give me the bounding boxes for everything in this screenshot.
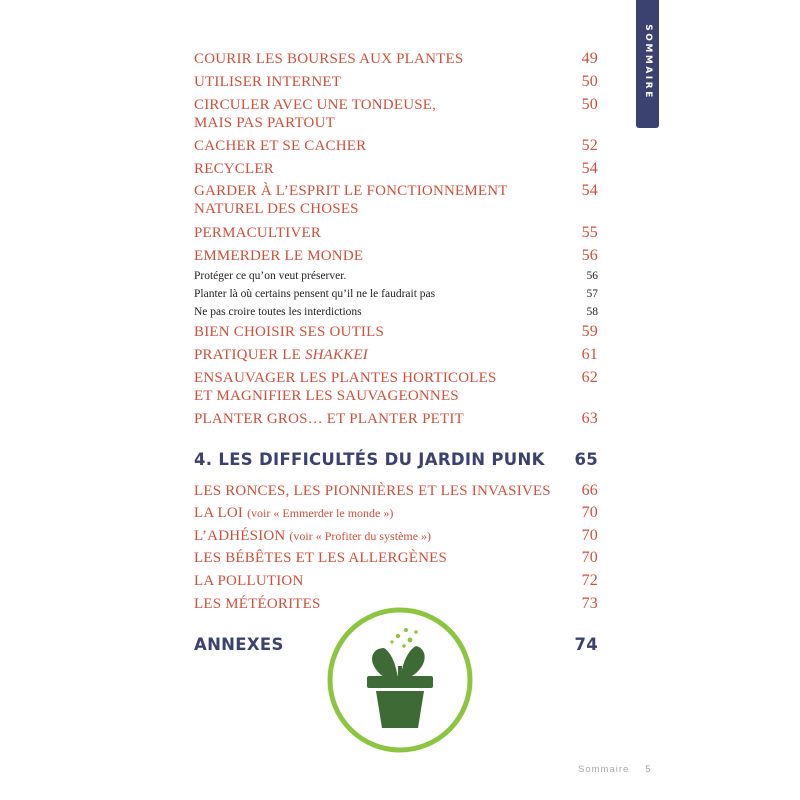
toc-entry-page: 62 bbox=[581, 369, 598, 386]
toc-entry bbox=[194, 73, 598, 91]
toc-entry-title: UTILISER INTERNET bbox=[194, 74, 342, 90]
toc-entry bbox=[194, 482, 598, 500]
footer-section: Sommaire bbox=[578, 764, 630, 775]
toc-entry-page: 66 bbox=[581, 482, 598, 499]
toc-entry bbox=[194, 323, 598, 341]
toc-entry-title: RECYCLER bbox=[194, 161, 274, 177]
toc-subentry-title: Planter là où certains pensent qu’il ne le faudrait pas bbox=[194, 288, 436, 300]
toc-entry bbox=[194, 549, 598, 567]
plant-pot-icon bbox=[326, 606, 474, 754]
toc-entry bbox=[194, 247, 598, 265]
toc-entry bbox=[194, 96, 598, 132]
toc-subentry-title: Ne pas croire toutes les interdictions bbox=[194, 306, 362, 318]
toc-entry-page: 70 bbox=[581, 549, 598, 566]
toc-entry-page: 70 bbox=[581, 504, 598, 521]
toc-entry bbox=[194, 572, 598, 590]
toc-entry-title: PLANTER GROS… ET PLANTER PETIT bbox=[194, 411, 464, 427]
toc-subentry-page: 57 bbox=[586, 288, 598, 300]
toc-entry-note: (voir « Emmerder le monde ») bbox=[247, 506, 394, 520]
toc-subentry bbox=[194, 305, 598, 320]
toc-entry-title-line: ET MAGNIFIER LES SAUVAGEONNES bbox=[194, 388, 459, 404]
toc-entry-title-italic: SHAKKEI bbox=[304, 347, 369, 363]
toc-entry-title: LES RONCES, LES PIONNIÈRES ET LES INVASIVES bbox=[194, 483, 551, 499]
toc-entry-title: LES BÉBÊTES ET LES ALLERGÈNES bbox=[194, 550, 448, 566]
toc-entry-title-line: ENSAUVAGER LES PLANTES HORTICOLES bbox=[194, 370, 497, 386]
toc-entry bbox=[194, 137, 598, 155]
toc-entry bbox=[194, 182, 598, 218]
toc-subentry bbox=[194, 269, 598, 284]
toc-entry-title-text: L’ADHÉSION bbox=[194, 528, 286, 544]
toc-entry-title bbox=[194, 369, 497, 405]
toc-entry-title bbox=[194, 504, 393, 522]
side-tab-label: SOMMAIRE bbox=[642, 24, 653, 100]
toc-entry bbox=[194, 224, 598, 242]
toc-entry bbox=[194, 504, 598, 522]
chapter-title: 4. LES DIFFICULTÉS DU JARDIN PUNK bbox=[194, 450, 545, 469]
chapter-page: 65 bbox=[574, 450, 598, 469]
toc-entry bbox=[194, 410, 598, 428]
toc-entry-title: BIEN CHOISIR SES OUTILS bbox=[194, 324, 385, 340]
toc-entry-page: 52 bbox=[581, 137, 598, 154]
toc-entry-page: 73 bbox=[581, 595, 598, 612]
sommaire-side-tab bbox=[636, 0, 659, 128]
toc-subentry-title: Protéger ce qu’on veut préserver. bbox=[194, 270, 347, 282]
toc-subentry-page: 56 bbox=[586, 270, 598, 282]
toc-entry bbox=[194, 346, 598, 364]
toc-entry bbox=[194, 50, 598, 68]
toc-entry-title: COURIR LES BOURSES AUX PLANTES bbox=[194, 51, 464, 67]
toc-subentry bbox=[194, 287, 598, 302]
toc-entry-title-text: PRATIQUER LE bbox=[194, 347, 305, 363]
toc-entry-title-line: NATUREL DES CHOSES bbox=[194, 201, 359, 217]
toc-entry-title-line: MAIS PAS PARTOUT bbox=[194, 115, 335, 131]
toc-entry-title: CACHER ET SE CACHER bbox=[194, 138, 367, 154]
toc-entry-page: 54 bbox=[581, 160, 598, 177]
toc-entry-page: 72 bbox=[581, 572, 598, 589]
footer-page-number: 5 bbox=[645, 764, 651, 775]
toc-subentry-page: 58 bbox=[586, 306, 598, 318]
toc-entry bbox=[194, 369, 598, 405]
toc-entry-page: 61 bbox=[581, 346, 598, 363]
toc-entry-title bbox=[194, 346, 368, 364]
toc-entry-title: EMMERDER LE MONDE bbox=[194, 248, 364, 264]
toc-entry-title-line: GARDER À L’ESPRIT LE FONCTIONNEMENT bbox=[194, 183, 508, 199]
toc-entry-title bbox=[194, 527, 431, 545]
toc-entry-page: 50 bbox=[581, 96, 598, 113]
chapter-heading bbox=[194, 450, 598, 470]
toc-entry bbox=[194, 160, 598, 178]
toc-entry-page: 56 bbox=[581, 247, 598, 264]
toc-entry-title-text: LA LOI bbox=[194, 505, 244, 521]
toc-entry-page: 63 bbox=[581, 410, 598, 427]
toc-entry-page: 50 bbox=[581, 73, 598, 90]
toc-entry-page: 70 bbox=[581, 527, 598, 544]
toc-entry-title: LES MÉTÉORITES bbox=[194, 596, 321, 612]
annexes-page: 74 bbox=[574, 635, 598, 654]
toc-entry-note: (voir « Profiter du système ») bbox=[289, 529, 432, 543]
toc-entry-page: 54 bbox=[581, 182, 598, 199]
annexes-title: ANNEXES bbox=[194, 635, 284, 654]
toc-entry-title bbox=[194, 96, 436, 132]
toc-entry-title: PERMACULTIVER bbox=[194, 225, 322, 241]
toc-entry bbox=[194, 527, 598, 545]
toc-entry-title: LA POLLUTION bbox=[194, 573, 304, 589]
page-footer bbox=[578, 764, 651, 775]
toc-entry-page: 49 bbox=[581, 50, 598, 67]
toc-entry-page: 59 bbox=[581, 323, 598, 340]
toc-entry-title-line: CIRCULER AVEC UNE TONDEUSE, bbox=[194, 97, 437, 113]
toc-entry-page: 55 bbox=[581, 224, 598, 241]
toc-entry-title bbox=[194, 182, 508, 218]
